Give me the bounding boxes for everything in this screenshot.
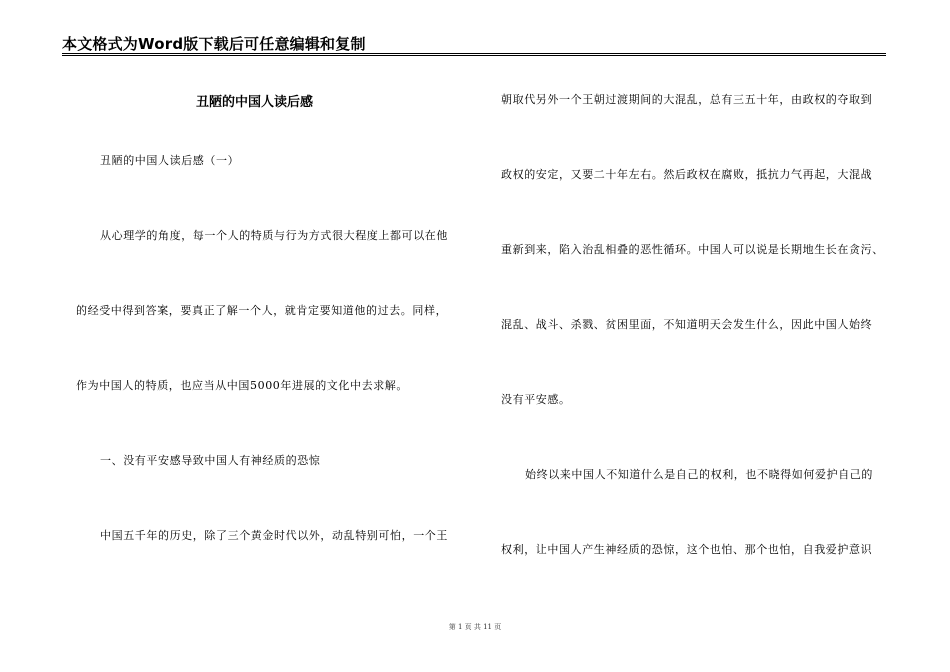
paragraph-line: 重新到来，陷入治乱相叠的恶性循环。中国人可以说是长期地生长在贪污、 (501, 243, 884, 256)
document-title: 丑陋的中国人读后感 (196, 95, 314, 110)
page-number: 第 1 页 共 11 页 (448, 623, 502, 631)
header-divider-secondary (62, 55, 886, 56)
paragraph-line: 朝取代另外一个王朝过渡期间的大混乱，总有三五十年，由政权的夺取到 (501, 93, 873, 106)
paragraph-line: 始终以来中国人不知道什么是自己的权利，也不晓得如何爱护自己的 (525, 468, 873, 481)
paragraph-line: 中国五千年的历史，除了三个黄金时代以外，动乱特别可怕，一个王 (100, 529, 448, 542)
paragraph-line: 没有平安感。 (501, 393, 571, 406)
document-banner: 本文格式为Word版下载后可任意编辑和复制 (62, 35, 366, 53)
header-divider (62, 53, 886, 54)
paragraph-line: 权利，让中国人产生神经质的恐惊，这个也怕、那个也怕，自我爱护意识 (501, 543, 873, 556)
paragraph-line: 的经受中得到答案，要真正了解一个人，就肯定要知道他的过去。同样， (76, 304, 448, 317)
paragraph-line: 政权的安定，又要二十年左右。然后政权在腐败，抵抗力气再起，大混战 (501, 168, 873, 181)
subtitle-line: 丑陋的中国人读后感（一） (100, 154, 240, 167)
paragraph-line: 混乱、战斗、杀戮、贫困里面，不知道明天会发生什么，因此中国人始终 (501, 318, 873, 331)
section-heading: 一、没有平安感导致中国人有神经质的恐惊 (100, 454, 321, 467)
paragraph-line: 作为中国人的特质，也应当从中国5000年进展的文化中去求解。 (76, 379, 408, 392)
paragraph-line: 从心理学的角度，每一个人的特质与行为方式很大程度上都可以在他 (100, 229, 448, 242)
